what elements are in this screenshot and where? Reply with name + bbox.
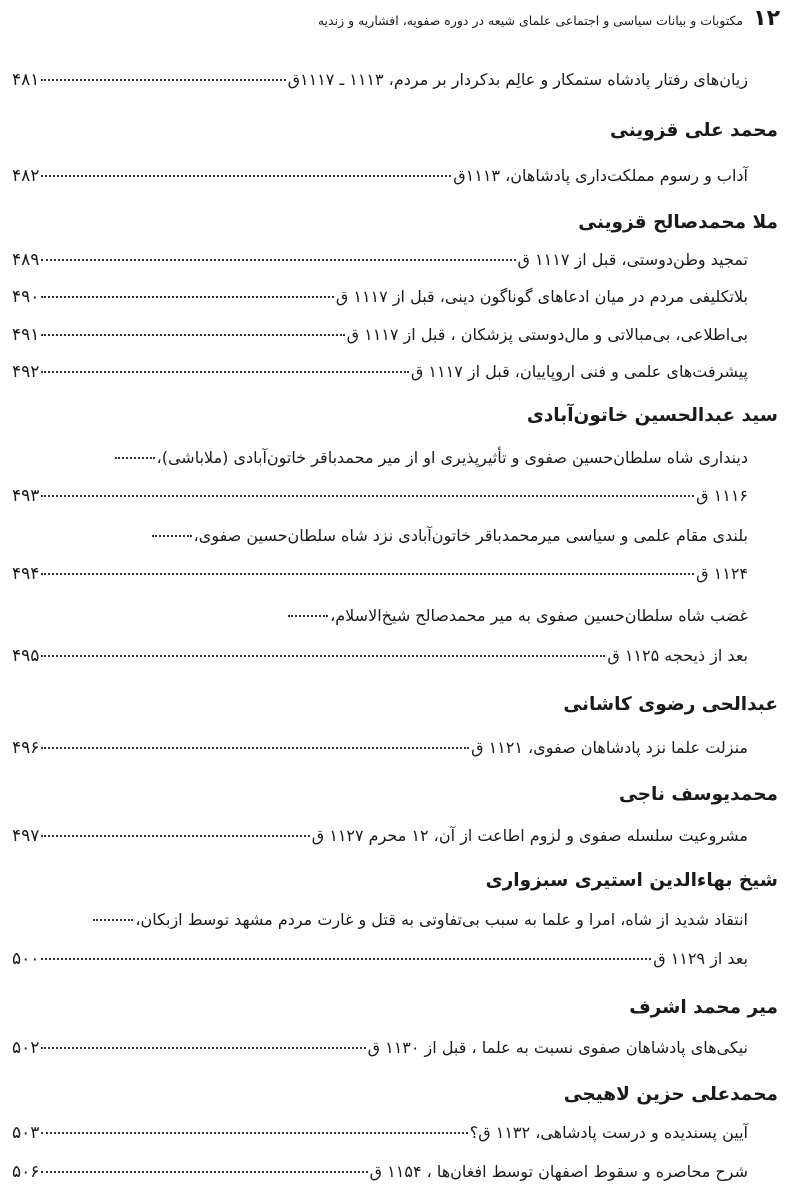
dot-leader [41, 259, 515, 261]
entry-title: انتقاد شدید از شاه، امرا و علما به سبب بی‌تفاوتی به قتل و غارت مردم مشهد توسط ازبکان، [135, 910, 748, 929]
dot-leader [41, 79, 285, 81]
dot-leader [41, 655, 605, 657]
author-heading: عبدالحی رضوی کاشانی [563, 694, 778, 715]
entry-title: مشروعیت سلسله صفوی و لزوم اطاعت از آن، ۱۲ محرم ۱۱۲۷ ق [311, 826, 748, 845]
dot-leader [41, 958, 651, 960]
toc-entry[interactable] [12, 826, 748, 852]
entry-title: پیشرفت‌های علمی و فنی اروپاییان، قبل از ۱۱۱۷ ق [410, 362, 748, 381]
dot-leader [41, 334, 344, 336]
toc-entry[interactable] [12, 910, 748, 936]
toc-entry[interactable] [12, 166, 748, 192]
entry-page-number: ۵۰۰ [12, 949, 40, 969]
running-header [200, 6, 780, 31]
toc-entry[interactable] [12, 1123, 748, 1149]
entry-title: زیان‌های رفتار پادشاه ستمکار و عالِم بدکردار بر مردم، ۱۱۱۳ ـ ۱۱۱۷ق [287, 70, 748, 89]
toc-entry[interactable] [12, 1162, 748, 1188]
entry-title: شرح محاصره و سقوط اصفهان توسط افغان‌ها ، ۱۱۵۴ ق [369, 1162, 748, 1181]
toc-entry[interactable] [12, 738, 748, 764]
entry-page-number: ۴۹۲ [12, 362, 40, 382]
toc-entry[interactable] [12, 606, 748, 632]
toc-entry[interactable] [12, 564, 748, 590]
entry-title: بی‌اطلاعی، بی‌مبالاتی و مال‌دوستی پزشکان ، قبل از ۱۱۱۷ ق [346, 325, 748, 344]
entry-page-number: ۴۸۲ [12, 166, 40, 186]
dot-leader [41, 495, 694, 497]
entry-title: بعد از ذیحجه ۱۱۲۵ ق [607, 646, 748, 665]
book-title: مکتوبات و بیانات سیاسی و اجتماعی علمای شیعه در دوره صفویه، افشاریه و زندیه [317, 13, 744, 28]
toc-entry[interactable] [12, 250, 748, 276]
entry-title: آداب و رسوم مملکت‌داری پادشاهان، ۱۱۱۳ق [453, 166, 748, 185]
author-heading: میر محمد اشرف [629, 997, 778, 1018]
entry-page-number: ۵۰۳ [12, 1123, 40, 1143]
entry-title: بلندی مقام علمی و سیاسی میرمحمدباقر خاتون‌آبادی نزد شاه سلطان‌حسین صفوی، [193, 526, 748, 545]
dot-leader [41, 1171, 367, 1173]
entry-title: نیکی‌های پادشاهان صفوی نسبت به علما ، قبل از ۱۱۳۰ ق [367, 1038, 748, 1057]
toc-entry[interactable] [12, 646, 748, 672]
dot-leader [41, 371, 409, 373]
author-heading: سید عبدالحسین خاتون‌آبادی [526, 405, 778, 426]
dot-leader [41, 835, 309, 837]
toc-entry[interactable] [12, 448, 748, 474]
toc-entry[interactable] [12, 949, 748, 975]
entry-page-number: ۴۸۱ [12, 70, 40, 90]
author-heading: محمدیوسف ناجی [618, 784, 778, 805]
entry-page-number: ۵۰۲ [12, 1038, 40, 1058]
dot-leader [115, 457, 155, 459]
author-heading: ملا محمدصالح قزوینی [578, 212, 778, 233]
dot-leader [288, 615, 328, 617]
toc-entry[interactable] [12, 486, 748, 512]
entry-page-number: ۴۹۱ [12, 325, 40, 345]
toc-entry[interactable] [12, 362, 748, 388]
toc-entry[interactable] [12, 1038, 748, 1064]
dot-leader [152, 535, 192, 537]
author-heading: محمد علی قزوینی [610, 120, 778, 141]
dot-leader [93, 919, 133, 921]
dot-leader [41, 1132, 467, 1134]
toc-entry[interactable] [12, 526, 748, 552]
dot-leader [41, 747, 469, 749]
dot-leader [41, 296, 333, 298]
entry-page-number: ۴۹۰ [12, 287, 40, 307]
dot-leader [41, 1047, 365, 1049]
toc-entry[interactable] [12, 287, 748, 313]
dot-leader [41, 573, 694, 575]
toc-entry[interactable] [12, 70, 748, 96]
entry-page-number: ۴۹۶ [12, 738, 40, 758]
entry-page-number: ۴۹۷ [12, 826, 40, 846]
entry-title: غضب شاه سلطان‌حسین صفوی به میر محمدصالح شیخ‌الاسلام، [330, 606, 748, 625]
entry-title: بعد از ۱۱۲۹ ق [653, 949, 748, 968]
entry-page-number: ۴۹۵ [12, 646, 40, 666]
entry-title: آیین پسندیده و درست پادشاهی، ۱۱۳۲ ق؟ [469, 1123, 748, 1142]
entry-title: ۱۱۱۶ ق [696, 486, 748, 505]
entry-page-number: ۴۹۳ [12, 486, 40, 506]
toc-entry[interactable] [12, 325, 748, 351]
entry-page-number: ۴۸۹ [12, 250, 40, 270]
entry-title: بلاتکلیفی مردم در میان ادعاهای گوناگون دینی، قبل از ۱۱۱۷ ق [335, 287, 748, 306]
dot-leader [41, 175, 451, 177]
page-number: ۱۲ [753, 6, 780, 31]
entry-page-number: ۵۰۶ [12, 1162, 40, 1182]
author-heading: محمدعلی حزین لاهیجی [563, 1084, 778, 1105]
entry-title: دینداری شاه سلطان‌حسین صفوی و تأثیرپذیری او از میر محمدباقر خاتون‌آبادی (ملاباشی)، [156, 448, 748, 467]
author-heading: شیخ بهاءالدین استیری سبزواری [485, 870, 778, 891]
entry-title: منزلت علما نزد پادشاهان صفوی، ۱۱۲۱ ق [471, 738, 748, 757]
entry-title: ۱۱۲۴ ق [696, 564, 748, 583]
entry-page-number: ۴۹۴ [12, 564, 40, 584]
entry-title: تمجید وطن‌دوستی، قبل از ۱۱۱۷ ق [517, 250, 748, 269]
